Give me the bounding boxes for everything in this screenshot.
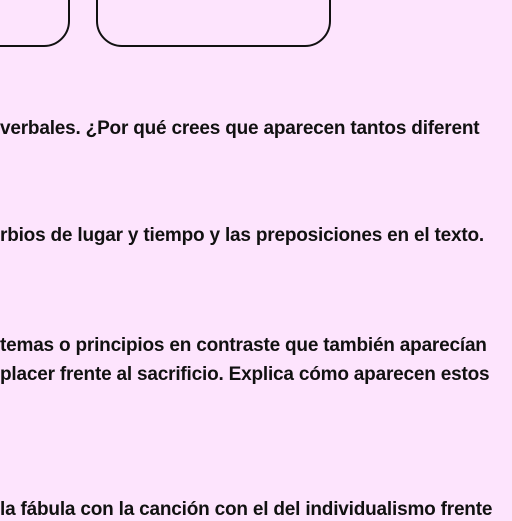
top-left-rounded-box [0,0,70,47]
question-3-line-1: temas o principios en contraste que también aparecían [0,335,487,356]
question-3-line-2: placer frente al sacrificio. Explica cómo aparecen estos [0,364,490,385]
question-1-line: verbales. ¿Por qué crees que aparecen tantos diferent [0,118,480,139]
question-2-line: rbios de lugar y tiempo y las preposiciones en el texto. [0,225,484,246]
top-right-rounded-box [96,0,331,47]
question-4-line: la fábula con la canción con el del individualismo frente [0,499,493,520]
